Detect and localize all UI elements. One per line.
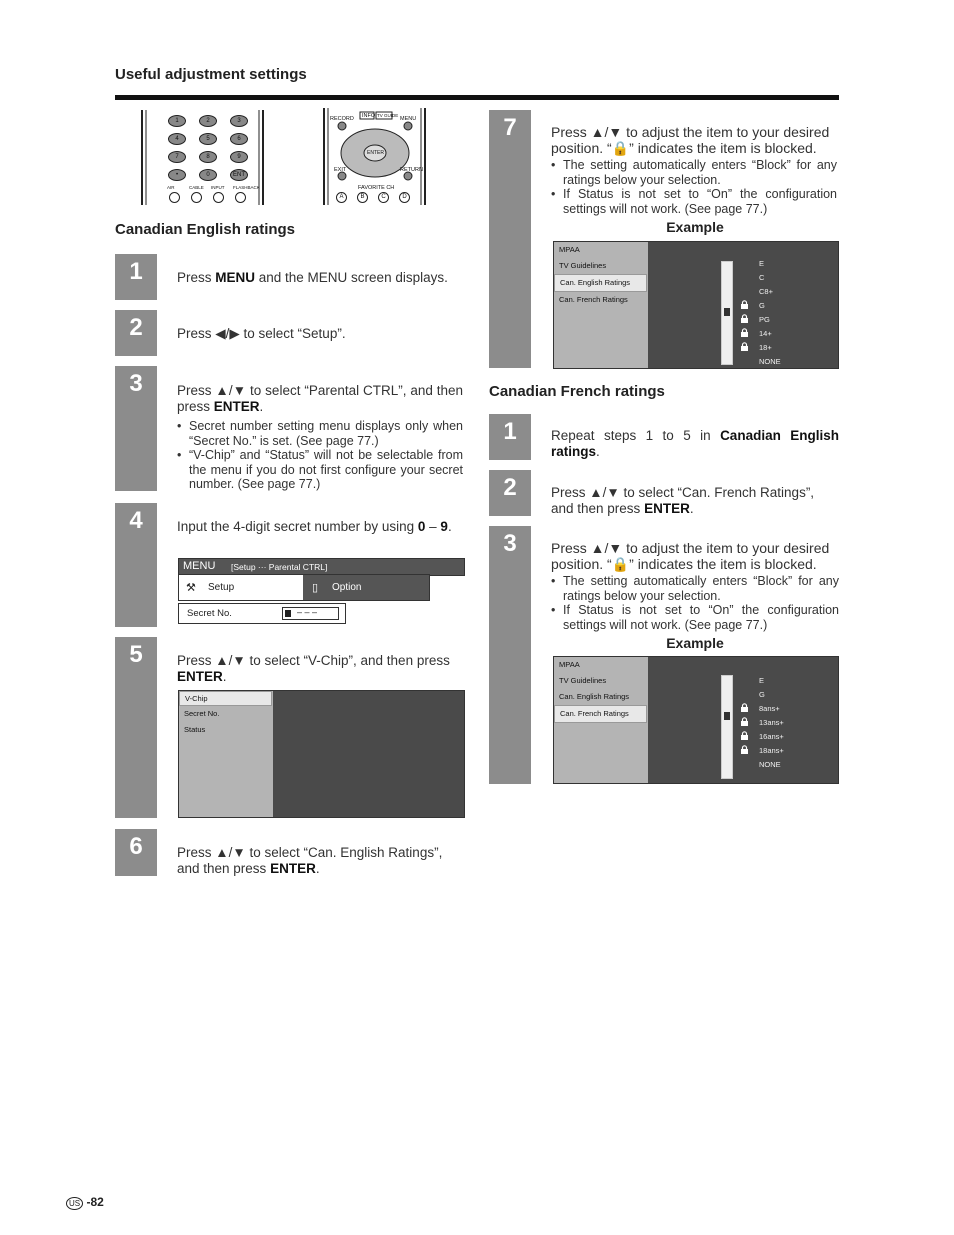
step-4-mid: – (425, 519, 441, 534)
secret-no-value: – – – (297, 607, 318, 617)
french-step-1-post: . (596, 444, 600, 459)
french-ratings-osd (553, 656, 839, 784)
lock-icon (740, 314, 749, 323)
vchip-osd (178, 690, 465, 818)
step-7-number: 7 (503, 114, 517, 141)
osd-item-secret-no[interactable]: Secret No. (184, 709, 220, 718)
rating-slider[interactable] (721, 261, 733, 365)
remote-key: 8 (199, 151, 217, 163)
french-step-1-pre: Repeat steps 1 to 5 in (551, 428, 721, 443)
step-7-bullet: • If Status is not set to “On” the configuration settings will not work. (See page 77.) (551, 187, 837, 216)
french-step-3-bullet: • The setting automatically enters “Block” for any ratings below your selection. (551, 574, 839, 603)
english-heading: Canadian English ratings (115, 221, 296, 238)
step-5-bold: ENTER (177, 669, 223, 684)
step-3-bullet: • “V-Chip” and “Status” will not be selectable from the menu if you do not first configure your secret number. (See page 77.) (177, 448, 463, 492)
remote-keypad-illustration (140, 110, 265, 205)
step-4-text (177, 519, 467, 535)
lock-icon (740, 703, 749, 712)
step-1-pre: Press (177, 270, 216, 285)
tab-option-label[interactable]: Option (332, 582, 362, 593)
osd-item-mpaa[interactable]: MPAA (559, 660, 580, 669)
cursor-block (285, 610, 291, 617)
lock-icon (740, 342, 749, 351)
remote-key-label: FLASHBACK (233, 185, 260, 190)
english-ratings-osd (553, 241, 839, 369)
rating-label: 8ans+ (759, 704, 780, 713)
remote-key-label: INPUT (211, 185, 225, 190)
french-osd-menu (554, 657, 648, 783)
lock-icon (740, 745, 749, 754)
favorite-label: FAVORITE CH (358, 185, 395, 191)
section-title: Useful adjustment settings (115, 66, 307, 83)
step-7-bullet: • The setting automatically enters “Block” for any ratings below your selection. (551, 158, 837, 187)
secret-no-input[interactable] (282, 607, 339, 620)
step-4-marker (115, 503, 157, 627)
favorite-key: B (357, 192, 368, 203)
lock-icon: 🔒 (611, 140, 630, 156)
remote-key: 2 (199, 115, 217, 127)
step-1-number: 1 (129, 258, 143, 285)
tvguide-label: TV GUIDE (377, 113, 399, 118)
remote-key: ENT (230, 169, 248, 181)
step-3-post: . (259, 399, 264, 414)
remote-key: 6 (230, 133, 248, 145)
exit-label: EXIT (334, 167, 347, 173)
step-5-text (177, 653, 467, 685)
french-step-2-number: 2 (503, 474, 517, 501)
secret-no-field[interactable] (178, 603, 346, 624)
osd-item-mpaa[interactable]: MPAA (559, 245, 580, 254)
step-4-post: . (447, 519, 452, 534)
french-step-3-number: 3 (503, 530, 517, 557)
step-6-pre: Press ▲/▼ to select “Can. English Ratings”, and then press (177, 845, 443, 876)
rating-label: E (759, 259, 765, 268)
tab-setup-label: Setup (208, 582, 235, 593)
remote-function-key (213, 192, 224, 203)
step-1-post: and the MENU screen displays. (255, 270, 448, 285)
step-6-marker (115, 829, 157, 876)
remote-key: 0 (199, 169, 217, 181)
osd-item-can-english[interactable]: Can. English Ratings (554, 274, 647, 292)
remote-key-label: AIR (167, 185, 175, 190)
osd-item-tv-guidelines[interactable]: TV Guidelines (559, 261, 607, 270)
step-4-bold-0: 0 (417, 519, 426, 534)
french-step-1-number: 1 (503, 418, 517, 445)
step-1-text (177, 270, 467, 286)
rating-label: C8+ (759, 287, 773, 296)
step-4-bold-9: 9 (440, 519, 448, 534)
step-4-pre: Input the 4-digit secret number by using (177, 519, 418, 534)
rating-slider[interactable] (721, 675, 733, 779)
french-step-2-pre: Press ▲/▼ to select “Can. French Ratings”, and then press (551, 485, 815, 516)
rating-label: 18+ (759, 343, 772, 352)
return-label: RETURN (400, 167, 423, 173)
remote-key: 5 (199, 133, 217, 145)
record-label: RECORD (330, 116, 354, 122)
tab-setup[interactable] (179, 575, 303, 600)
rating-label: G (759, 690, 765, 699)
header-rule (115, 95, 839, 100)
french-step-3-text-a: Press ▲/▼ to adjust the item to your desired position. “ (551, 540, 830, 572)
favorite-key: D (399, 192, 410, 203)
lock-icon (740, 717, 749, 726)
french-step-1-marker (489, 414, 531, 460)
remote-key-label: CABLE (189, 185, 204, 190)
setup-icon: ⚒ (186, 582, 196, 594)
lock-icon: 🔒 (611, 556, 630, 572)
step-5-marker (115, 637, 157, 818)
osd-tab-bar (178, 574, 430, 601)
step-7-bullets (551, 158, 837, 216)
english-osd-menu (554, 242, 648, 368)
example-label-french: Example (666, 635, 724, 651)
osd-item-can-french[interactable]: Can. French Ratings (559, 295, 628, 304)
step-2-text: Press ◀/▶ to select “Setup”. (177, 326, 346, 341)
lock-icon (740, 300, 749, 309)
osd-menu-label: MENU (183, 560, 216, 572)
vchip-osd-menu (179, 691, 273, 817)
french-step-3-text-b: ” indicates the item is blocked. (629, 556, 817, 572)
french-step-3-bullet: • If Status is not set to “On” the configuration settings will not work. (See page 77.) (551, 603, 839, 632)
slider-knob[interactable] (724, 308, 730, 316)
rating-label: NONE (759, 760, 781, 769)
step-3-bold: ENTER (213, 399, 260, 414)
osd-item-tv-guidelines[interactable]: TV Guidelines (559, 676, 607, 685)
step-2-marker (115, 310, 157, 356)
step-4-number: 4 (129, 507, 143, 534)
page-footer (66, 1195, 104, 1210)
step-7-marker (489, 110, 531, 368)
favorite-key: C (378, 192, 389, 203)
remote-function-key (191, 192, 202, 203)
step-3-main (177, 383, 463, 415)
step-7-text (551, 124, 837, 216)
step-3-text (177, 383, 463, 492)
remote-key: 4 (168, 133, 186, 145)
slider-knob[interactable] (724, 712, 730, 720)
french-heading: Canadian French ratings (489, 383, 665, 400)
rating-label: 18ans+ (759, 746, 784, 755)
french-step-2-marker (489, 470, 531, 516)
menu-label: MENU (400, 116, 417, 122)
remote-key: 1 (168, 115, 186, 127)
step-1-marker (115, 254, 157, 300)
step-6-text (177, 845, 467, 877)
step-3-marker (115, 366, 157, 491)
french-step-3-text (551, 540, 839, 632)
french-step-1-bold: Canadian English ratings (551, 428, 839, 459)
remote-key: 7 (168, 151, 186, 163)
remote-key: • (168, 169, 186, 181)
step-7-text-b: ” indicates the item is blocked. (629, 140, 817, 156)
french-step-2-bold: ENTER (644, 501, 690, 516)
region-badge: US (66, 1197, 83, 1210)
page-number: -82 (86, 1195, 104, 1209)
step-7-text-a: Press ▲/▼ to adjust the item to your desired position. “ (551, 124, 830, 156)
french-step-3-bullets (551, 574, 839, 632)
enter-label: ENTER (367, 150, 384, 156)
remote-function-key (235, 192, 246, 203)
info-label: INFO (362, 113, 376, 119)
secret-no-label: Secret No. (187, 608, 232, 619)
french-step-3-main (551, 540, 839, 572)
rating-label: 13ans+ (759, 718, 784, 727)
option-icon: ▯ (312, 582, 319, 594)
rating-label: C (759, 273, 765, 282)
rating-label: NONE (759, 357, 781, 366)
osd-item-status[interactable]: Status (184, 725, 206, 734)
osd-item-can-english[interactable]: Can. English Ratings (559, 692, 630, 701)
french-step-1-text (551, 428, 839, 460)
example-label-english: Example (666, 219, 724, 235)
remote-key: 3 (230, 115, 248, 127)
step-3-bullets (177, 419, 463, 492)
rating-label: PG (759, 315, 770, 324)
lock-icon (740, 731, 749, 740)
remote-function-key (169, 192, 180, 203)
osd-item-can-french[interactable]: Can. French Ratings (554, 705, 647, 723)
osd-menu-path: [Setup ··· Parental CTRL] (231, 562, 328, 572)
step-2-number: 2 (129, 314, 143, 341)
step-7-main (551, 124, 837, 156)
rating-label: E (759, 676, 765, 685)
step-3-bullet: • Secret number setting menu displays only when “Secret No.” is set. (See page 77.) (177, 419, 463, 448)
step-5-pre: Press ▲/▼ to select “V-Chip”, and then press (177, 653, 450, 668)
french-step-3-marker (489, 526, 531, 784)
step-5-number: 5 (129, 641, 143, 668)
step-3-pre: Press ▲/▼ to select “Parental CTRL”, and then press (177, 383, 463, 414)
osd-item-vchip[interactable]: V-Chip (179, 691, 272, 706)
favorite-key: A (336, 192, 347, 203)
lock-icon (740, 328, 749, 337)
rating-label: 16ans+ (759, 732, 784, 741)
rating-label: G (759, 301, 765, 310)
remote-navigation-illustration (322, 108, 427, 205)
step-5-post: . (222, 669, 227, 684)
step-6-bold: ENTER (270, 861, 316, 876)
french-step-2-post: . (689, 501, 694, 516)
step-6-post: . (315, 861, 320, 876)
french-step-2-text (551, 485, 839, 517)
rating-label: 14+ (759, 329, 772, 338)
step-6-number: 6 (129, 833, 143, 860)
remote-key: 9 (230, 151, 248, 163)
step-1-bold: MENU (215, 270, 256, 285)
step-3-number: 3 (129, 370, 143, 397)
